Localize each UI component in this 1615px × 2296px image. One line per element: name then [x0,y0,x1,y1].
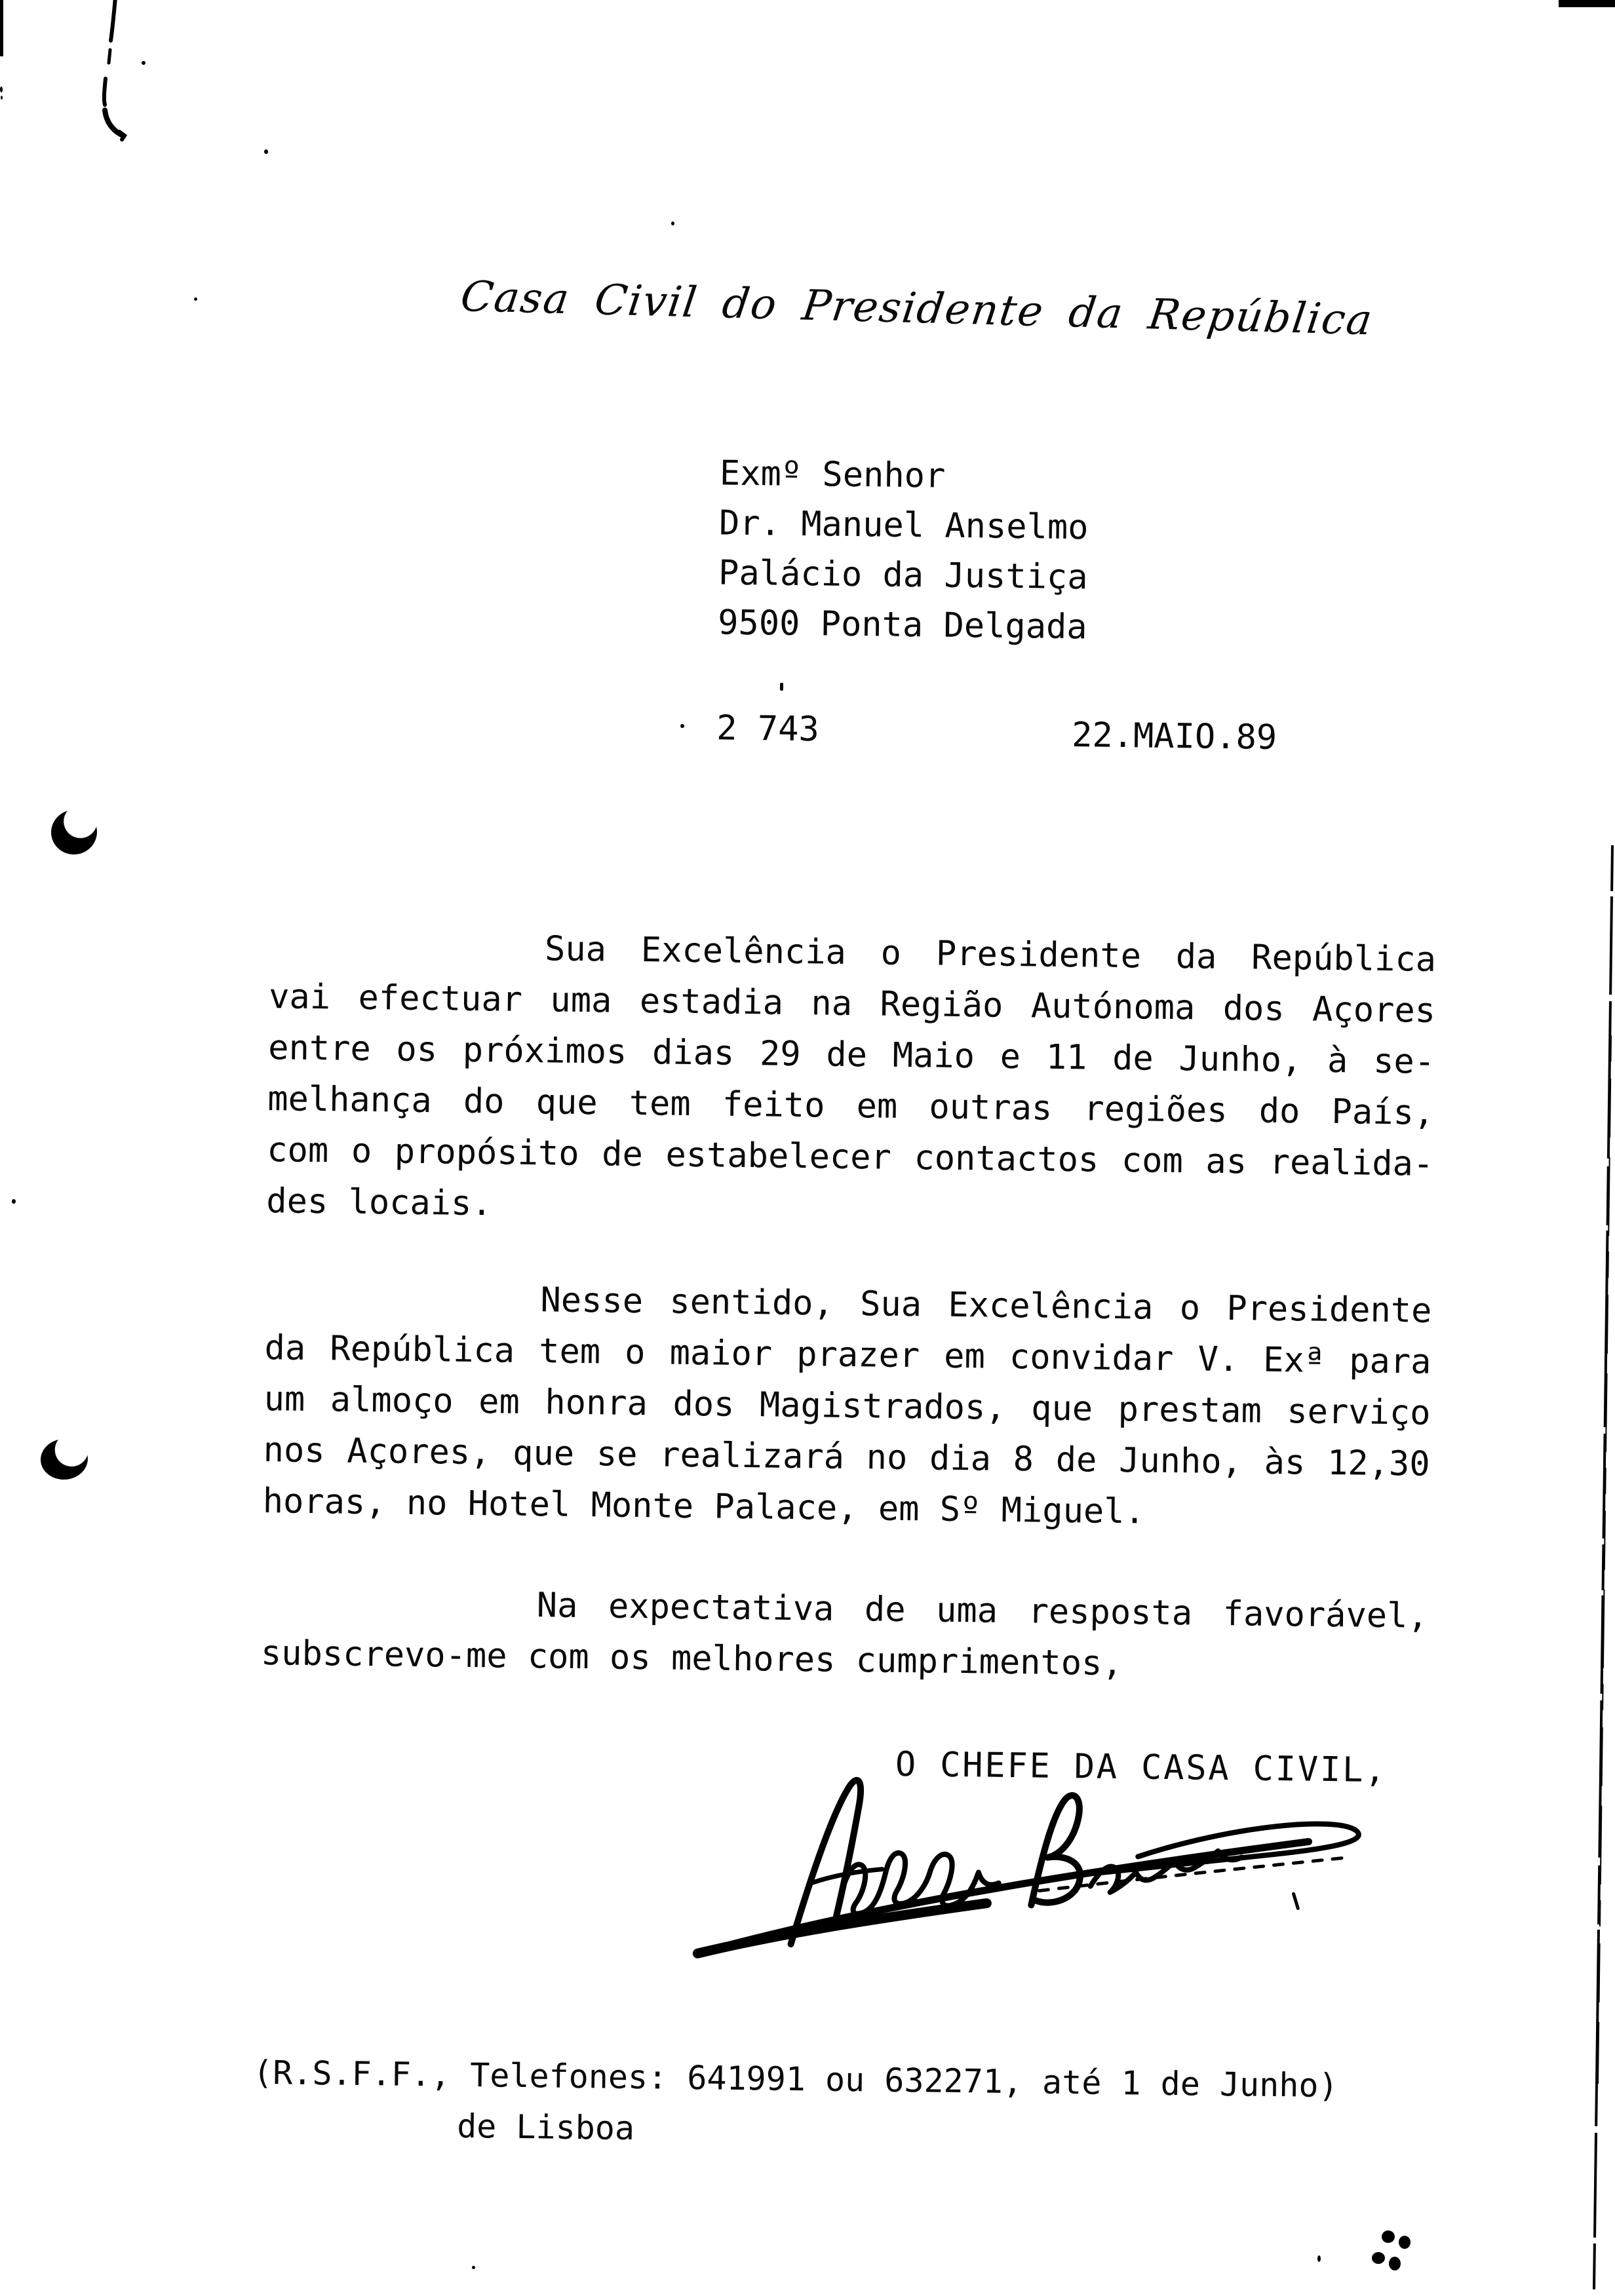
paragraph1-line: melhança do que tem feito em outras regiões do País, [267,1079,1435,1133]
paragraph1-line: des locais. [266,1181,493,1224]
pen-stroke-top-left [92,0,144,151]
ink-speck [264,149,268,154]
paragraph3-line: subscrevo-me com os melhores cumprimentos, [260,1634,1123,1684]
paragraph2-line: da República tem o maior prazer em convidar V. Exª para [264,1328,1431,1382]
letter-date: 22.MAIO.89 [1071,716,1277,757]
recipient-line: Palácio da Justiça [718,553,1088,598]
ink-speck [1317,2255,1321,2262]
paragraph2-line: um almoço em honra dos Magistrados, que prestam serviço [263,1379,1431,1433]
signature-alfredo-barroso [684,1771,1381,1970]
paragraph2-line: horas, no Hotel Monte Palace, em Sº Miguel. [262,1482,1146,1532]
scan-edge-line-right [1585,839,1615,2296]
ink-speck [142,61,146,65]
ink-dot [1389,2257,1401,2270]
footer-line-lisboa: de Lisboa [456,2107,635,2148]
ink-dot [1372,2252,1385,2264]
ink-speck [780,683,783,691]
ink-dot [1382,2230,1395,2243]
ink-speck [194,297,197,301]
paragraph1-line: com o propósito de estabelecer contactos com as realida- [266,1130,1434,1184]
footer-line-rsff: (R.S.F.F., Telefones: 641991 ou 632271, até 1 de Junho) [252,2053,1338,2105]
paragraph1-line: vai efectuar uma estadia na Região Autónoma dos Açores [268,977,1436,1031]
scan-edge-mark-top-right-notch [1577,0,1590,3]
ink-speck [1,96,3,100]
letterhead-script: Casa Civil do Presidente da República [457,273,1376,345]
recipient-line: 9500 Ponta Delgada [717,603,1088,647]
paragraph1-line: Sua Excelência o Presidente da República [544,929,1437,980]
ink-speck [671,221,674,225]
paragraph2-line: nos Açores, que se realizará no dia 8 de Junho, às 12,30 [263,1430,1430,1484]
ink-speck [0,86,3,92]
recipient-line: Dr. Manuel Anselmo [718,503,1089,548]
closing-title-line: O CHEFE DA CASA CIVIL, [895,1744,1388,1791]
ink-dot [1399,2236,1411,2249]
paragraph3-line: Na expectativa de uma resposta favorável, [536,1586,1429,1636]
reference-number: 2 743 [716,708,820,750]
ink-speck [680,724,684,728]
paragraph1-line: entre os próximos dias 29 de Maio e 11 de Junho, à se- [267,1028,1435,1082]
ink-speck [472,2266,475,2269]
scan-edge-mark-left [0,0,3,56]
recipient-line: Exmº Senhor [719,453,946,496]
ink-speck [12,1199,16,1204]
paragraph2-line: Nesse sentido, Sua Excelência o Presidente [540,1280,1432,1331]
